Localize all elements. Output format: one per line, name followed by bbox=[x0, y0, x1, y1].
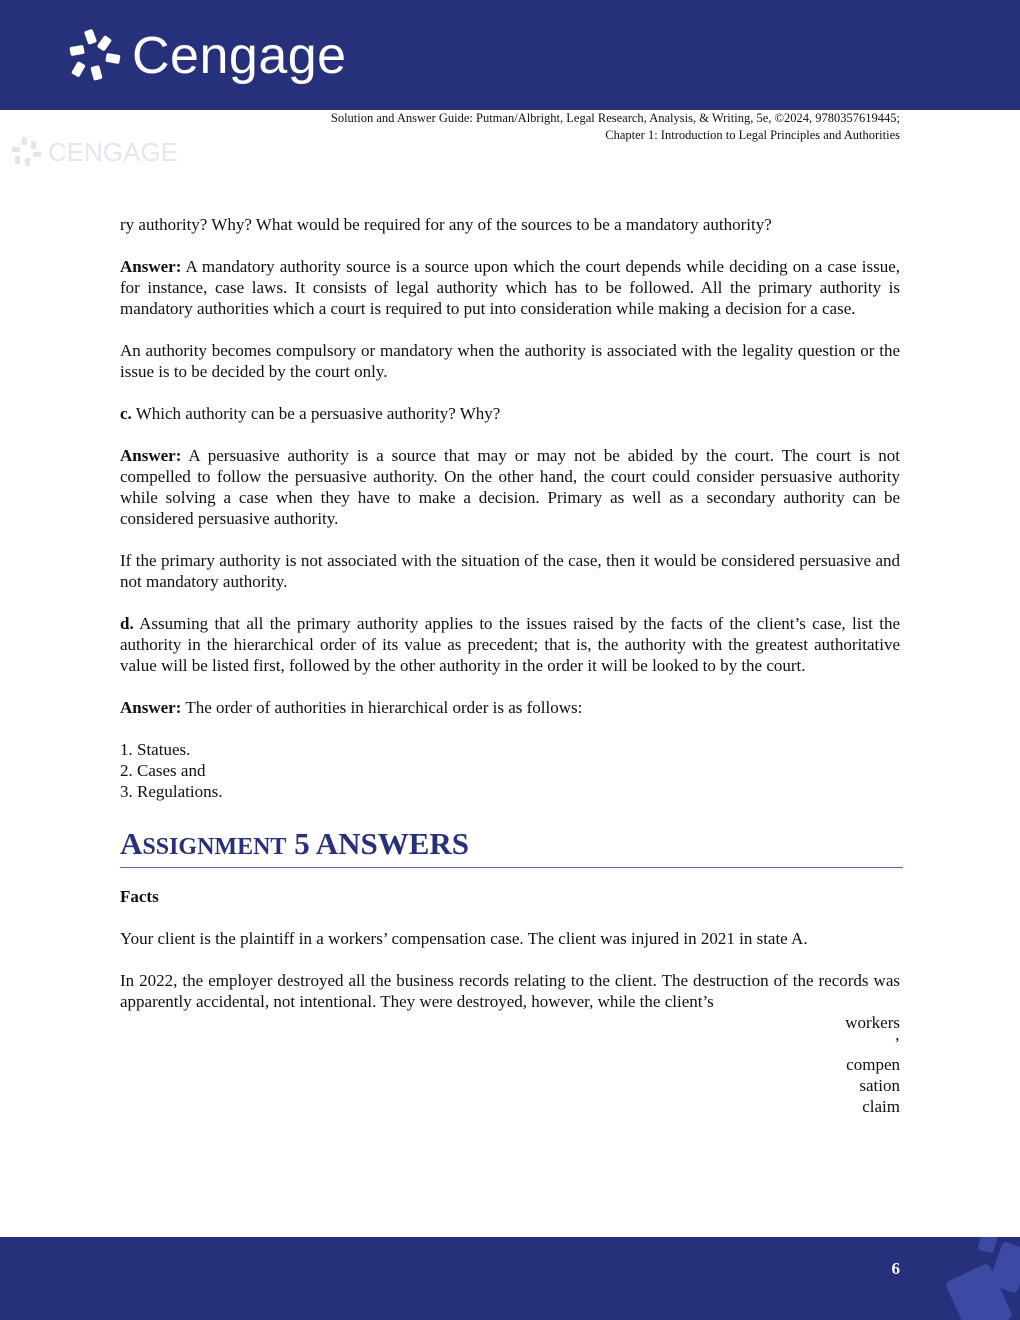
cengage-logo bbox=[66, 28, 347, 84]
facts-paragraph-1: Your client is the plaintiff in a workers’ compensation case. The client was injured in 2021 in state A. bbox=[120, 929, 808, 948]
page-content bbox=[120, 214, 900, 1117]
list-item: 3. Regulations. bbox=[120, 782, 223, 801]
answer-label: Answer: bbox=[120, 446, 182, 465]
question-d bbox=[120, 613, 900, 676]
section-heading: ASSIGNMENT 5 ANSWERS bbox=[120, 826, 903, 868]
answer-paragraph-d bbox=[120, 697, 900, 718]
paragraph-mandatory: An authority becomes compulsory or mandatory when the authority is associated with the legality question or the issue is to be decided by the court only. bbox=[120, 341, 900, 381]
footer-band bbox=[0, 1237, 1020, 1320]
authority-list bbox=[120, 739, 900, 802]
watermark-mark-icon bbox=[10, 136, 42, 168]
paragraph-continuation: ry authority? Why? What would be required for any of the sources to be a mandatory authority? bbox=[120, 215, 772, 234]
answer-text: The order of authorities in hierarchical order is as follows: bbox=[181, 698, 583, 717]
question-d-label: d. bbox=[120, 614, 134, 633]
facts-paragraph-2: In 2022, the employer destroyed all the business records relating to the client. The destruction of the records was apparently accidental, not intentional. They were destroyed, however, while the client’s bbox=[120, 971, 900, 1011]
answer-text: A persuasive authority is a source that may or may not be abided by the court. The court is not compelled to follow the persuasive authority. On the other hand, the court could consider persuasive authority while solving a case when they have to make a decision. Primary as well as a secondary authority can be considered persuasive authority. bbox=[120, 446, 900, 528]
running-head-line-1: Solution and Answer Guide: Putman/Albright, Legal Research, Analysis, & Writing, 5e, ©2024, 9780357619445; bbox=[330, 111, 900, 125]
answer-label: Answer: bbox=[120, 698, 182, 717]
paragraph-persuasive: If the primary authority is not associated with the situation of the case, then it would be considered persuasive and not mandatory authority. bbox=[120, 551, 900, 591]
answer-paragraph-b bbox=[120, 256, 900, 319]
wrapped-word-stack: workers ’ compen sation claim bbox=[845, 1013, 900, 1116]
question-c-label: c. bbox=[120, 404, 132, 423]
running-head-line-2: Chapter 1: Introduction to Legal Principles and Authorities bbox=[605, 128, 900, 142]
watermark-text: CENGAGE bbox=[48, 136, 179, 167]
list-item: 1. Statues. bbox=[120, 740, 191, 759]
question-c bbox=[120, 403, 900, 424]
question-c-text: Which authority can be a persuasive authority? Why? bbox=[131, 404, 501, 423]
watermark bbox=[10, 136, 178, 168]
answer-text: A mandatory authority source is a source upon which the court depends while deciding on a case issue, for instance, case laws. It consists of legal authority which has to be followed. All the primary authority is mandatory authorities which a court is required to put into consideration while making a decision for a case. bbox=[120, 257, 900, 318]
running-head bbox=[331, 110, 900, 144]
cengage-mark-icon bbox=[66, 28, 124, 84]
question-d-text: Assuming that all the primary authority applies to the issues raised by the facts of the client’s case, list the authority in the hierarchical order of its value as precedent; that is, the authority with the greatest authoritative value will be listed first, followed by the other authority in the order it will be looked to by the court. bbox=[120, 614, 900, 675]
page-number: 6 bbox=[891, 1259, 900, 1278]
logo-wordmark: Cengage bbox=[132, 27, 347, 85]
answer-label: Answer: bbox=[120, 257, 182, 276]
facts-label: Facts bbox=[120, 887, 159, 906]
header-band bbox=[0, 0, 1020, 110]
corner-decoration-icon bbox=[940, 1237, 1020, 1320]
answer-paragraph-c bbox=[120, 445, 900, 529]
list-item: 2. Cases and bbox=[120, 761, 206, 780]
